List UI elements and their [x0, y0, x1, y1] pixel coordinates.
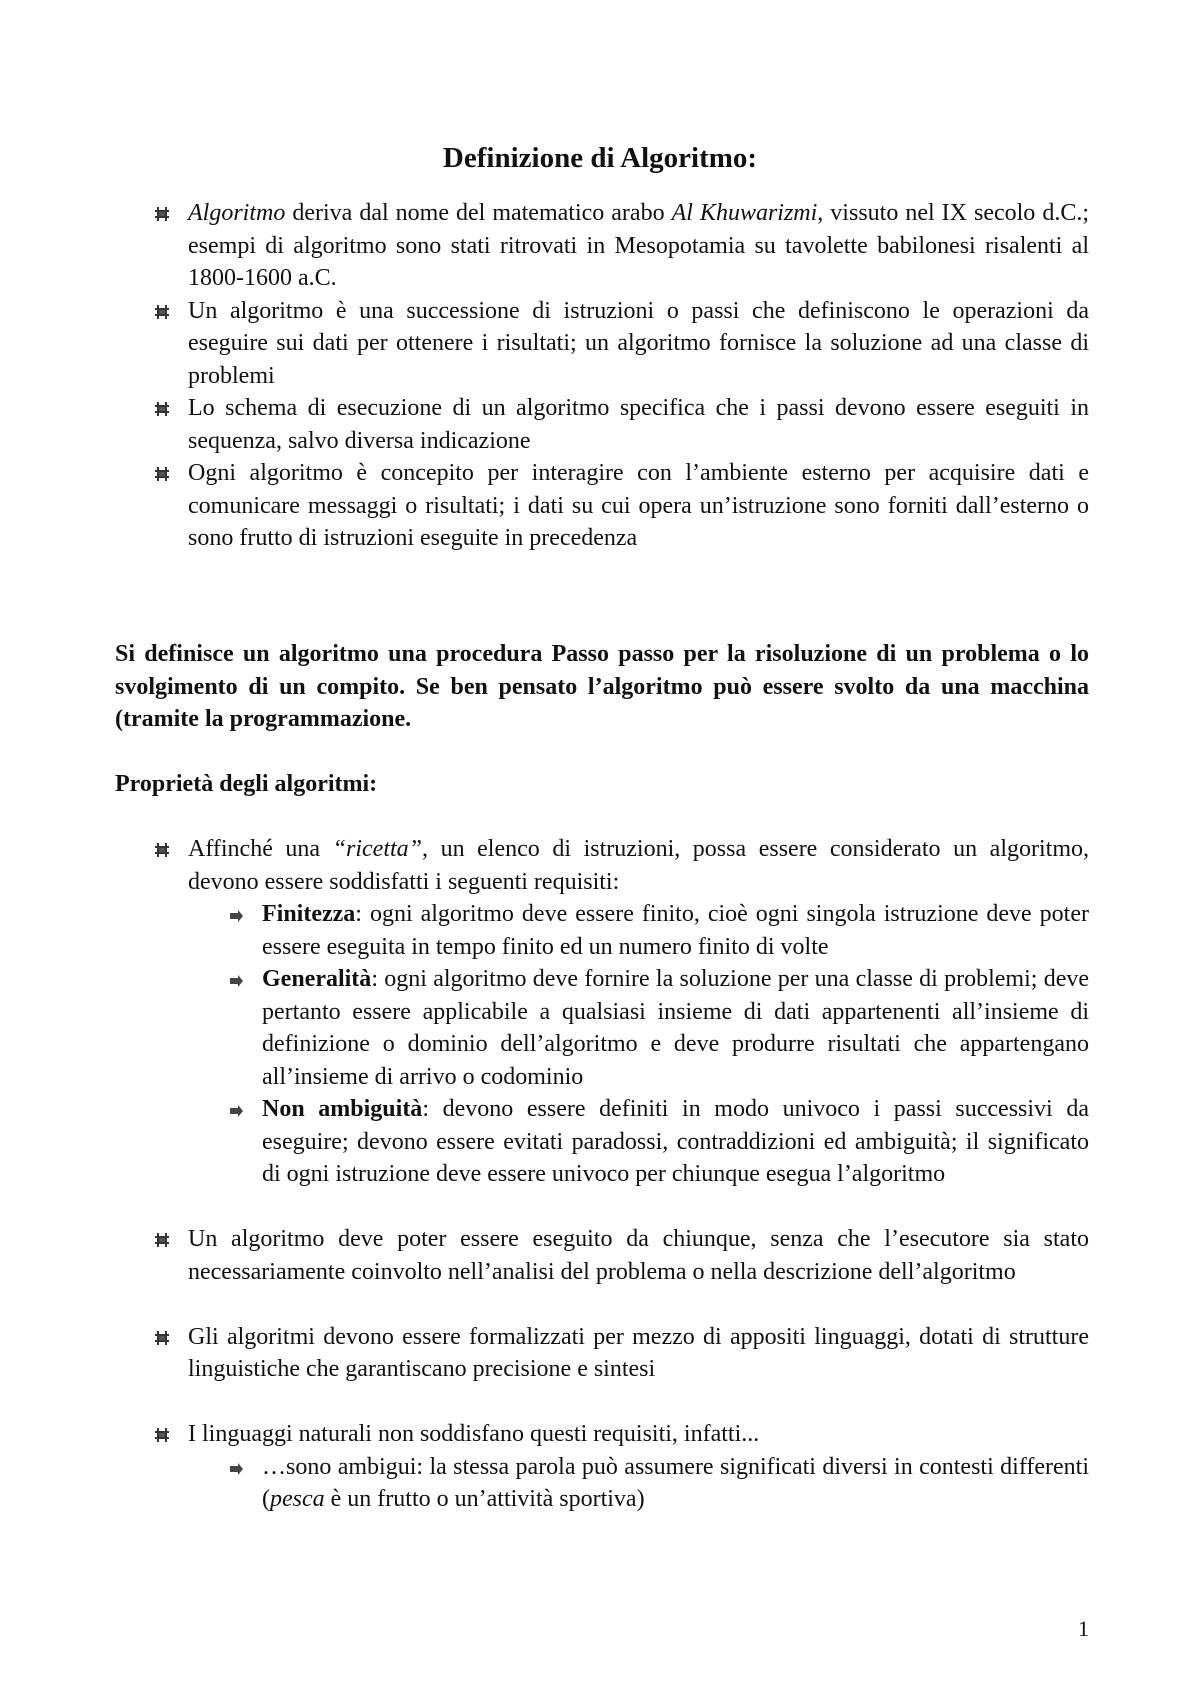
list-item — [0, 1223, 1200, 1288]
page-title: Definizione di Algoritmo: — [442, 142, 758, 174]
property-non-ambiguita — [0, 1093, 1200, 1191]
square-bullet-icon — [154, 1427, 170, 1443]
item-text: Gli algoritmi devono essere formalizzati per mezzo di appositi linguaggi, dotati di strutture linguistiche che garantiscano precisione e sintesi — [188, 1323, 1089, 1382]
square-bullet-icon — [154, 304, 170, 320]
definition-paragraph: Si definisce un algoritmo una procedura Passo passo per la risoluzione di un problema o lo svolgimento di un compito. Se ben pensato l’algoritmo può essere svolto da una macchina (tramite la programmazione. — [115, 641, 1089, 732]
arrow-bullet-icon — [229, 1105, 243, 1117]
item-text: Un algoritmo deve poter essere eseguito da chiunque, senza che l’esecutore sia stato necessariamente coinvolto nell’analisi del problema o nella descrizione dell’algoritmo — [188, 1226, 1089, 1285]
list-item — [0, 833, 1200, 898]
arrow-bullet-icon — [229, 1463, 243, 1475]
sub-item-ambigui — [0, 1451, 1200, 1516]
arrow-bullet-icon — [229, 975, 243, 987]
property-generalita — [0, 963, 1200, 1093]
list-item — [0, 457, 1200, 555]
item-text: Affinché una — [188, 836, 333, 862]
item-text: Lo schema di esecuzione di un algoritmo specifica che i passi devono essere eseguiti in sequenza, salvo diversa indicazione — [188, 395, 1089, 454]
property-text: : ogni algoritmo deve essere finito, cioè ogni singola istruzione deve poter essere eseguita in tempo finito ed un numero finito di volte — [262, 901, 1089, 960]
property-text: : ogni algoritmo deve fornire la soluzione per una classe di problemi; deve pertanto essere applicabile a qualsiasi insieme di dati appartenenti all’insieme di definizione o dominio dell’algoritmo e deve produrre risultati che appartengano all’insieme di arrivo o codominio — [262, 966, 1089, 1090]
list-item — [0, 197, 1200, 295]
section-heading: Proprietà degli algoritmi: — [115, 771, 378, 797]
page-number: 1 — [1078, 1616, 1089, 1641]
term-ricetta: “ricetta” — [332, 836, 422, 862]
property-term: Finitezza — [262, 901, 356, 927]
item-text: I linguaggi naturali non soddisfano questi requisiti, infatti... — [188, 1421, 760, 1447]
square-bullet-icon — [154, 466, 170, 482]
properties-section — [0, 768, 1200, 801]
arrow-bullet-icon — [229, 910, 243, 922]
item-text: è un frutto o un’attività sportiva) — [324, 1486, 645, 1512]
list-item — [0, 295, 1200, 393]
property-term: Non ambiguità — [262, 1096, 423, 1122]
item-text: Ogni algoritmo è concepito per interagire con l’ambiente esterno per acquisire dati e comunicare messaggi o risultati; i dati su cui opera un’istruzione sono forniti dall’esterno o sono frutto di istruzioni eseguite in precedenza — [188, 460, 1089, 551]
item-text: …sono ambigui: la stessa parola può assumere significati diversi in contesti differenti ( — [262, 1453, 1089, 1512]
property-term: Generalità — [262, 966, 372, 992]
term-al-khuwarizmi: Al Khuwarizmi — [671, 200, 818, 226]
term-pesca: pesca — [270, 1486, 325, 1512]
term-algoritmo: Algoritmo — [188, 200, 286, 226]
square-bullet-icon — [154, 401, 170, 417]
list-item — [0, 1321, 1200, 1386]
item-text: Un algoritmo è una successione di istruzioni o passi che definiscono le operazioni da eseguire sui dati per ottenere i risultati; un algoritmo fornisce la soluzione ad una classe di problemi — [188, 297, 1089, 389]
square-bullet-icon — [154, 842, 170, 858]
definition-block — [0, 638, 1200, 736]
square-bullet-icon — [154, 1232, 170, 1248]
item-text: deriva dal nome del matematico arabo — [285, 200, 672, 226]
property-text: : devono essere definiti in modo univoco i passi successivi da eseguire; devono essere evitati paradossi, contraddizioni ed ambiguità; il significato di ogni istruzione deve essere univoco per chiunque esegua l’algoritmo — [262, 1096, 1089, 1187]
list-item — [0, 392, 1200, 457]
property-finitezza — [0, 898, 1200, 963]
list-item — [0, 1418, 1200, 1451]
item-text: , vissuto nel IX secolo d.C.; esempi di algoritmo sono stati ritrovati in Mesopotamia su tavolette babilonesi risalenti al 1800-1600 a.C. — [188, 200, 1089, 291]
item-text: , un elenco di istruzioni, possa essere considerato un algoritmo, devono essere soddisfatti i seguenti requisiti: — [188, 836, 1089, 895]
properties-list — [0, 833, 1200, 1516]
square-bullet-icon — [154, 1330, 170, 1346]
square-bullet-icon — [154, 206, 170, 222]
intro-list — [0, 197, 1200, 555]
